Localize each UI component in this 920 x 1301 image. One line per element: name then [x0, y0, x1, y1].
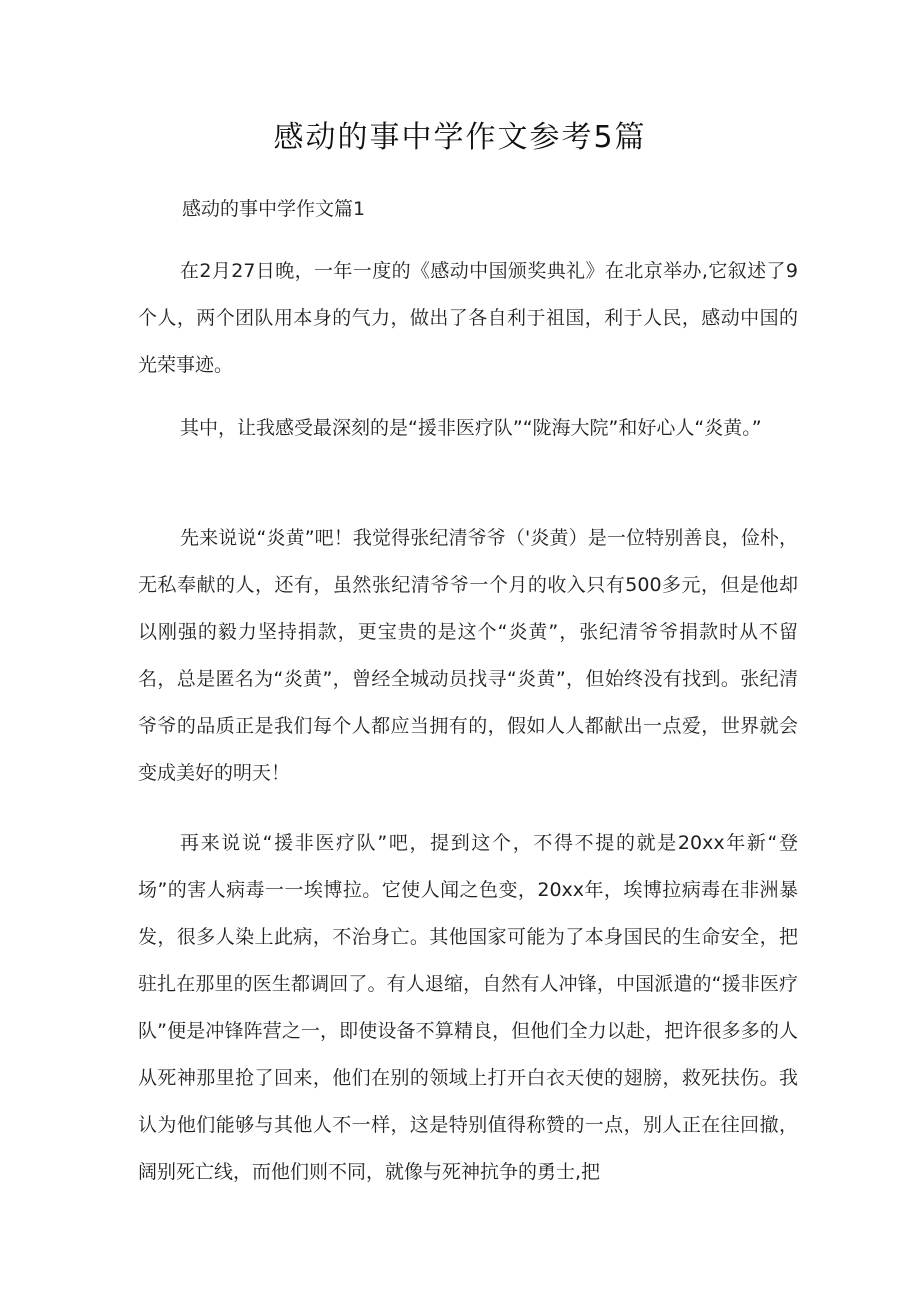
paragraph-4: 再来说说“援非医疗队”吧，提到这个，不得不提的就是20xx年新“登场”的害人病毒一一埃博拉。它使人闻之色变，20xx年，埃博拉病毒在非洲暴发，很多人染上此病，不治身亡。其他国家可能为了本身国民的生命安全，把驻扎在那里的医生都调回了。有人退缩，自然有人冲锋，中国派遣的“援非医疗队”便是冲锋阵营之一，即使设备不算精良，但他们全力以赴，把许很多多的人从死神那里抢了回来，他们在别的领域上打开白衣天使的翅膀，救死扶伤。我认为他们能够与其他人不一样，这是特别值得称赞的一点，别人正在往回撤，阔别死亡线，而他们则不同，就像与死神抗争的勇士,把: [138, 832, 798, 1183]
paragraph-2: 其中，让我感受最深刻的是“援非医疗队”“陇海大院”和好心人“炎黄。”: [180, 417, 762, 439]
paragraph-1: 在2月27日晚，一年一度的《感动中国颁奖典礼》在北京举办,它叙述了9个人，两个团队用本身的气力，做出了各自利于祖国，利于人民，感动中国的光荣事迹。: [138, 260, 798, 376]
section-heading: 感动的事中学作文篇1: [182, 198, 366, 220]
document-title: 感动的事中学作文参考5篇: [273, 120, 647, 155]
paragraph-3: 先来说说“炎黄”吧！我觉得张纪清爷爷（'炎黄）是一位特别善良，俭朴，无私奉献的人，还有，虽然张纪清爷爷一个月的收入只有500多元，但是他却以刚强的毅力坚持捐款，更宝贵的是这个“炎黄”，张纪清爷爷捐款时从不留名，总是匿名为“炎黄”，曾经全城动员找寻“炎黄”，但始终没有找到。张纪清爷爷的品质正是我们每个人都应当拥有的，假如人人都献出一点爱，世界就会变成美好的明天！: [138, 527, 798, 784]
